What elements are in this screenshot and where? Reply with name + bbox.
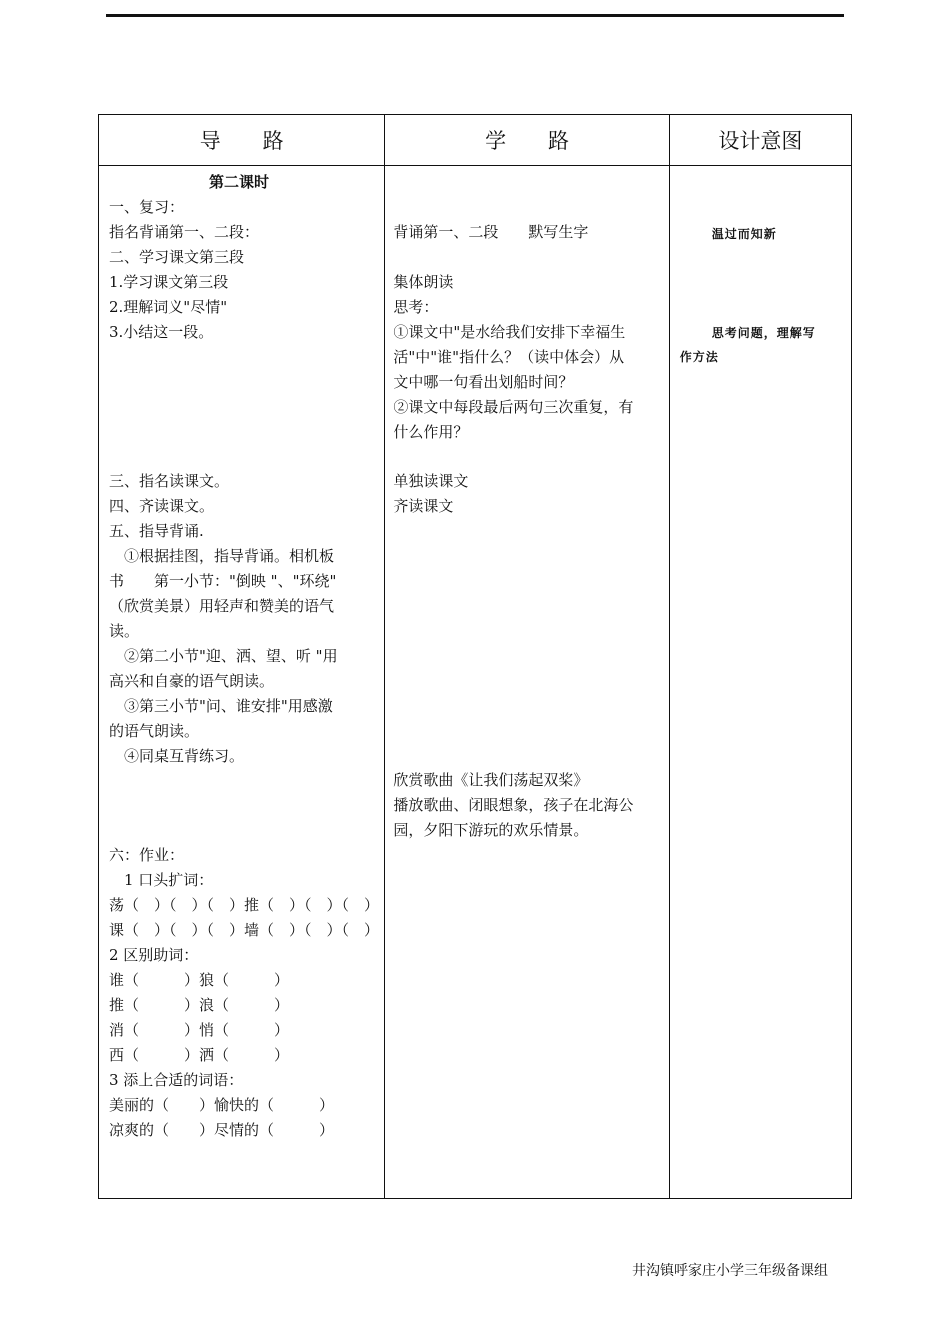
- guide-line: 凉爽的（ ）尽情的（ ）: [109, 1121, 335, 1139]
- study-line: ②课文中每段最后两句三次重复，有: [393, 398, 634, 416]
- guide-line: 3.小结这一段。: [109, 323, 214, 341]
- study-line: 思考：: [393, 298, 439, 316]
- guide-line: 四、齐读课文。: [109, 497, 215, 515]
- guide-line: 课（ ）（ ）（ ）墙（ ）（ ）（ ）: [109, 921, 380, 939]
- guide-line: 指名背诵第一、二段：: [109, 223, 260, 241]
- study-line: 齐读课文: [393, 497, 454, 515]
- intent-note: 温过而知新: [711, 227, 777, 241]
- guide-line: 五、指导背诵.: [109, 522, 204, 540]
- guide-line: 消（ ）悄（ ）: [109, 1021, 290, 1039]
- guide-line: 一、复习：: [109, 198, 185, 216]
- guide-line: 三、指名读课文。: [109, 472, 230, 490]
- guide-line: 谁（ ）狼（ ）: [109, 971, 290, 989]
- guide-line: 美丽的（ ）愉快的（ ）: [109, 1096, 335, 1114]
- guide-line: 2.理解词义"尽情": [109, 298, 228, 316]
- guide-line: ②第二小节"迎、洒、望、听 "用: [109, 647, 338, 665]
- guide-line: 1 口头扩词：: [109, 871, 214, 889]
- top-rule: [106, 14, 844, 17]
- lesson-title: 第二课时: [209, 173, 270, 191]
- study-line: 欣赏歌曲《让我们荡起双桨》: [393, 771, 589, 789]
- lesson-plan-table: [98, 114, 852, 1199]
- guide-line: 西（ ）洒（ ）: [109, 1046, 290, 1064]
- guide-line: （欣赏美景）用轻声和赞美的语气: [109, 597, 335, 615]
- guide-line: 荡（ ）（ ）（ ）推（ ）（ ）（ ）: [109, 896, 380, 914]
- study-column: [385, 166, 669, 1199]
- guide-line: 的语气朗读。: [109, 722, 200, 740]
- guide-line: ④同桌互背练习。: [109, 747, 245, 765]
- guide-line: 推（ ）浪（ ）: [109, 996, 290, 1014]
- header-study-path: 学 路: [385, 115, 669, 166]
- study-line: 背诵第一、二段 默写生字: [393, 223, 589, 241]
- study-line: ①课文中"是水给我们安排下幸福生: [393, 323, 626, 341]
- study-line: 文中哪一句看出划船时间？: [393, 373, 574, 391]
- footer-school-group: 井沟镇呼家庄小学三年级备课组: [632, 1263, 828, 1279]
- guide-line: ①根据挂图，指导背诵。相机板: [109, 547, 335, 565]
- guide-column: [99, 166, 385, 1199]
- header-row: [99, 115, 852, 166]
- guide-line: 读。: [109, 622, 140, 640]
- guide-line: 1.学习课文第三段: [109, 273, 229, 291]
- content-row: [99, 166, 852, 1199]
- intent-note: 作方法: [679, 350, 719, 364]
- intent-note: 思考问题，理解写: [711, 326, 816, 340]
- study-line: 单独读课文: [393, 472, 469, 490]
- study-line: 集体朗读: [393, 273, 454, 291]
- study-line: 什么作用？: [393, 423, 469, 441]
- intent-column: [669, 166, 851, 1199]
- study-line: 播放歌曲、闭眼想象，孩子在北海公: [393, 796, 634, 814]
- guide-line: 书 第一小节："倒映 "、"环绕": [109, 572, 337, 590]
- guide-line: 二、学习课文第三段: [109, 248, 245, 266]
- study-line: 园，夕阳下游玩的欢乐情景。: [393, 821, 589, 839]
- guide-line: 高兴和自豪的语气朗读。: [109, 672, 275, 690]
- guide-line: ③第三小节"问、谁安排"用感激: [109, 697, 333, 715]
- guide-line: 六：作业：: [109, 846, 185, 864]
- guide-line: 3 添上合适的词语：: [109, 1071, 244, 1089]
- study-line: 活"中"谁"指什么？（读中体会）从: [393, 348, 625, 366]
- header-guide-path: 导 路: [99, 115, 385, 166]
- guide-line: 2 区别助词：: [109, 946, 199, 964]
- header-design-intent: 设计意图: [669, 115, 851, 166]
